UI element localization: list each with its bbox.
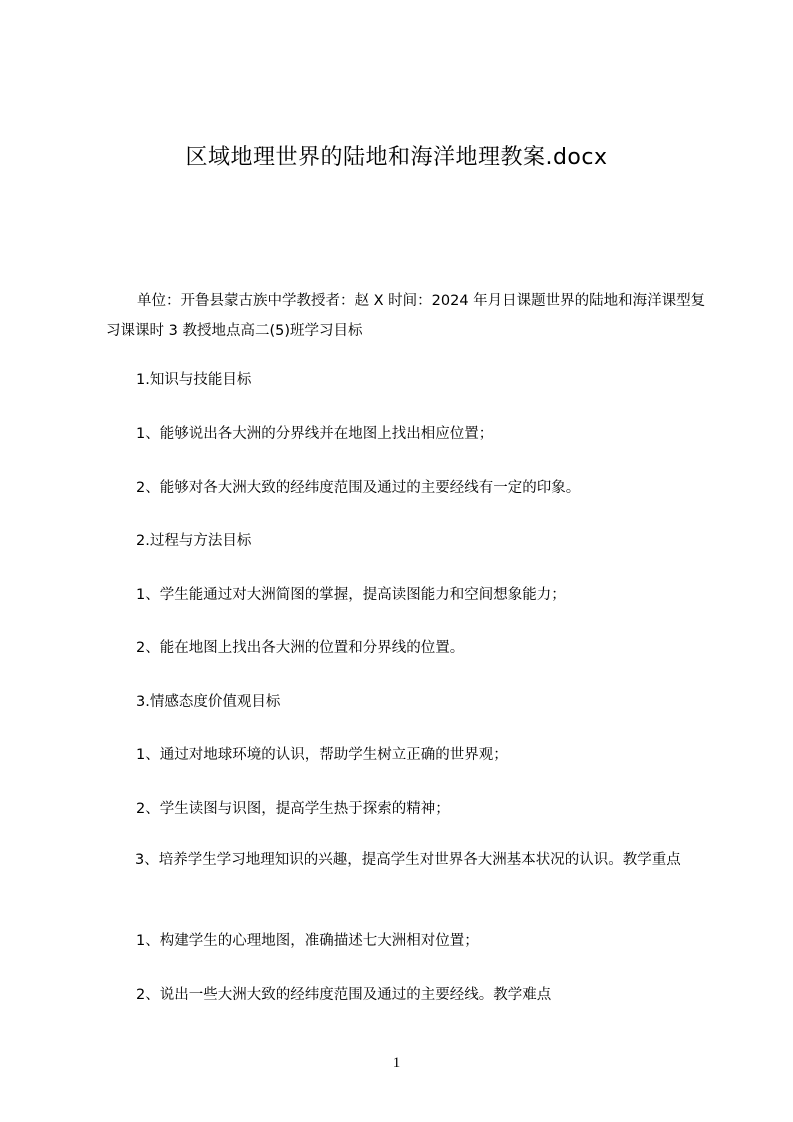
list-item: 1、通过对地球环境的认识，帮助学生树立正确的世界观； [136, 747, 508, 763]
list-item: 1、学生能通过对大洲简图的掌握，提高读图能力和空间想象能力； [136, 587, 566, 603]
section-heading-knowledge: 1.知识与技能目标 [136, 372, 252, 388]
document-title: 区域地理世界的陆地和海洋地理教案.docx [185, 145, 608, 170]
list-item: 2、说出一些大洲大致的经纬度范围及通过的主要经线。教学难点 [136, 987, 552, 1003]
list-item: 1、构建学生的心理地图，准确描述七大洲相对位置； [136, 933, 479, 949]
page-number: 1 [392, 1055, 401, 1071]
intro-paragraph: 单位：开鲁县蒙古族中学教授者：赵 X 时间：2024 年月日课题世界的陆地和海洋课型复习课课时 3 教授地点高二(5)班学习目标 [106, 293, 706, 339]
list-item: 2、能在地图上找出各大洲的位置和分界线的位置。 [136, 640, 465, 656]
section-heading-emotion: 3.情感态度价值观目标 [136, 694, 281, 710]
list-item-paragraph: 3、培养学生学习地理知识的兴趣，提高学生对世界各大洲基本状况的认识。教学重点 [135, 852, 681, 868]
list-item: 2、能够对各大洲大致的经纬度范围及通过的主要经线有一定的印象。 [136, 480, 581, 496]
list-item: 2、学生读图与识图，提高学生热于探索的精神； [136, 801, 450, 817]
section-heading-process: 2.过程与方法目标 [136, 533, 252, 549]
list-item: 1、能够说出各大洲的分界线并在地图上找出相应位置； [136, 426, 494, 442]
